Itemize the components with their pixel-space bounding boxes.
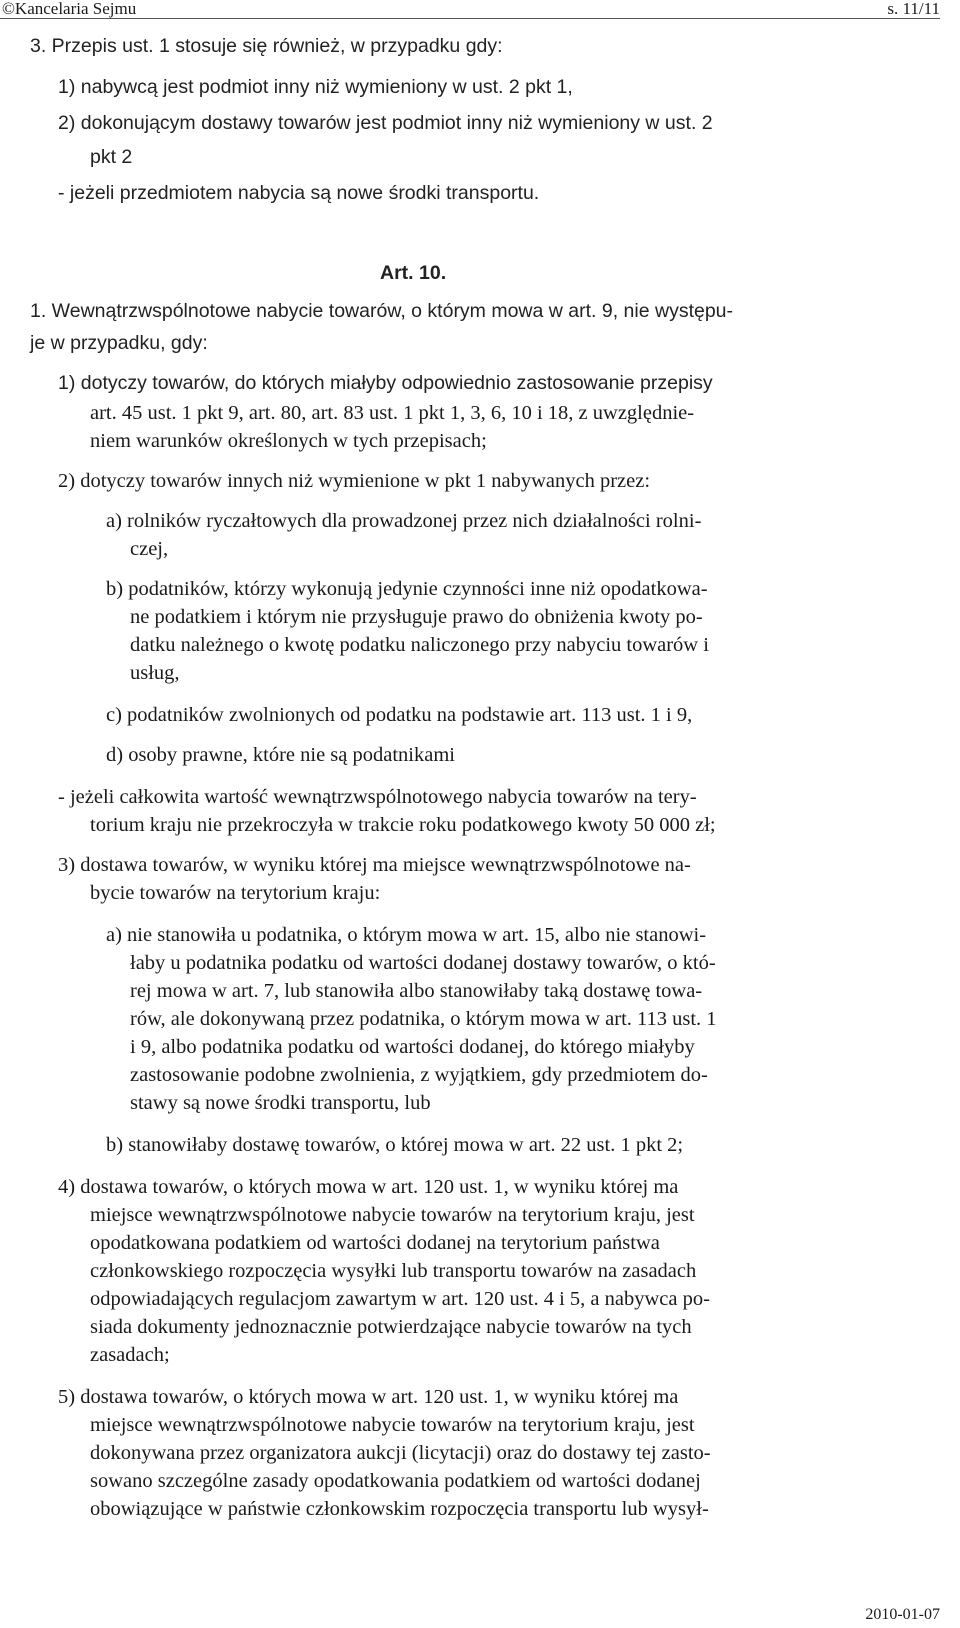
point-2-cont: pkt 2	[90, 146, 133, 168]
item-2-closing-cont: torium kraju nie przekroczyła w trakcie roku podatkowego kwoty 50 000 zł;	[90, 814, 716, 836]
article-paragraph-1: 1. Wewnątrzwspólnotowe nabycie towarów, o którym mowa w art. 9, nie występu-	[30, 300, 734, 322]
article-paragraph-1-cont: je w przypadku, gdy:	[30, 332, 208, 354]
item-4-cont-4: odpowiadających regulacjom zawartym w art. 120 ust. 4 i 5, a nabywca po-	[90, 1288, 710, 1310]
item-1: 1) dotyczy towarów, do których miałyby odpowiednio zastosowanie przepisy	[58, 372, 713, 394]
item-5-cont-1: miejsce wewnątrzwspólnotowe nabycie towarów na terytorium kraju, jest	[90, 1414, 695, 1436]
item-5-cont-4: obowiązujące w państwie członkowskim rozpoczęcia transportu lub wysył-	[90, 1498, 709, 1520]
item-3-a-cont-4: i 9, albo podatnika podatku od wartości dodanej, do którego miałyby	[130, 1036, 695, 1058]
item-4: 4) dostawa towarów, o których mowa w art. 120 ust. 1, w wyniku której ma	[58, 1176, 679, 1198]
footer-date: 2010-01-07	[865, 1606, 940, 1623]
item-2-c: c) podatników zwolnionych od podatku na podstawie art. 113 ust. 1 i 9,	[106, 704, 693, 726]
item-3-a-cont-3: rów, ale dokonywaną przez podatnika, o którym mowa w art. 113 ust. 1	[130, 1008, 717, 1030]
paragraph-3: 3. Przepis ust. 1 stosuje się również, w przypadku gdy:	[30, 35, 503, 57]
item-4-cont-5: siada dokumenty jednoznacznie potwierdzające nabycie towarów na tych	[90, 1316, 692, 1338]
point-1: 1) nabywcą jest podmiot inny niż wymieniony w ust. 2 pkt 1,	[58, 76, 573, 98]
point-2: 2) dokonującym dostawy towarów jest podmiot inny niż wymieniony w ust. 2	[58, 112, 713, 134]
item-3-a-cont-5: zastosowanie podobne zwolnienia, z wyjątkiem, gdy przedmiotem do-	[130, 1064, 708, 1086]
item-3-b: b) stanowiłaby dostawę towarów, o której mowa w art. 22 ust. 1 pkt 2;	[106, 1134, 684, 1156]
item-3-cont: bycie towarów na terytorium kraju:	[90, 882, 381, 904]
item-5: 5) dostawa towarów, o których mowa w art. 120 ust. 1, w wyniku której ma	[58, 1386, 679, 1408]
item-2-b-cont-2: datku należnego o kwotę podatku naliczonego przy nabyciu towarów i	[130, 634, 709, 656]
item-2: 2) dotyczy towarów innych niż wymienione w pkt 1 nabywanych przez:	[58, 470, 651, 492]
item-1-cont-2: niem warunków określonych w tych przepisach;	[90, 430, 487, 452]
item-2-b: b) podatników, którzy wykonują jedynie czynności inne niż opodatkowa-	[106, 578, 708, 600]
header-copyright: ©Kancelaria Sejmu	[2, 0, 137, 18]
closing-clause: - jeżeli przedmiotem nabycia są nowe środki transportu.	[58, 182, 540, 204]
item-3-a-cont-1: łaby u podatnika podatku od wartości dodanej dostawy towarów, o któ-	[130, 952, 716, 974]
item-2-b-cont-3: usług,	[130, 662, 180, 684]
item-3: 3) dostawa towarów, w wyniku której ma miejsce wewnątrzwspólnotowe na-	[58, 854, 691, 876]
item-3-a-cont-6: stawy są nowe środki transportu, lub	[130, 1092, 431, 1114]
item-5-cont-2: dokonywana przez organizatora aukcji (licytacji) oraz do dostawy tej zasto-	[90, 1442, 711, 1464]
item-4-cont-1: miejsce wewnątrzwspólnotowe nabycie towarów na terytorium kraju, jest	[90, 1204, 695, 1226]
item-4-cont-2: opodatkowana podatkiem od wartości dodanej na terytorium państwa	[90, 1232, 660, 1254]
item-3-a-cont-2: rej mowa w art. 7, lub stanowiła albo stanowiłaby taką dostawę towa-	[130, 980, 703, 1002]
item-2-a: a) rolników ryczałtowych dla prowadzonej przez nich działalności rolni-	[106, 510, 702, 532]
article-title: Art. 10.	[380, 262, 447, 284]
item-4-cont-3: członkowskiego rozpoczęcia wysyłki lub transportu towarów na zasadach	[90, 1260, 697, 1282]
item-5-cont-3: sowano szczególne zasady opodatkowania podatkiem od wartości dodanej	[90, 1470, 701, 1492]
item-1-cont-1: art. 45 ust. 1 pkt 9, art. 80, art. 83 ust. 1 pkt 1, 3, 6, 10 i 18, z uwzględnie-	[90, 402, 695, 424]
item-2-b-cont-1: ne podatkiem i którym nie przysługuje prawo do obniżenia kwoty po-	[130, 606, 703, 628]
item-2-a-cont: czej,	[130, 538, 169, 560]
item-3-a: a) nie stanowiła u podatnika, o którym mowa w art. 15, albo nie stanowi-	[106, 924, 707, 946]
header-divider	[0, 18, 940, 19]
header-page-number: s. 11/11	[887, 0, 940, 18]
item-2-d: d) osoby prawne, które nie są podatnikami	[106, 744, 455, 766]
item-4-cont-6: zasadach;	[90, 1344, 170, 1366]
item-2-closing: - jeżeli całkowita wartość wewnątrzwspólnotowego nabycia towarów na tery-	[58, 786, 697, 808]
